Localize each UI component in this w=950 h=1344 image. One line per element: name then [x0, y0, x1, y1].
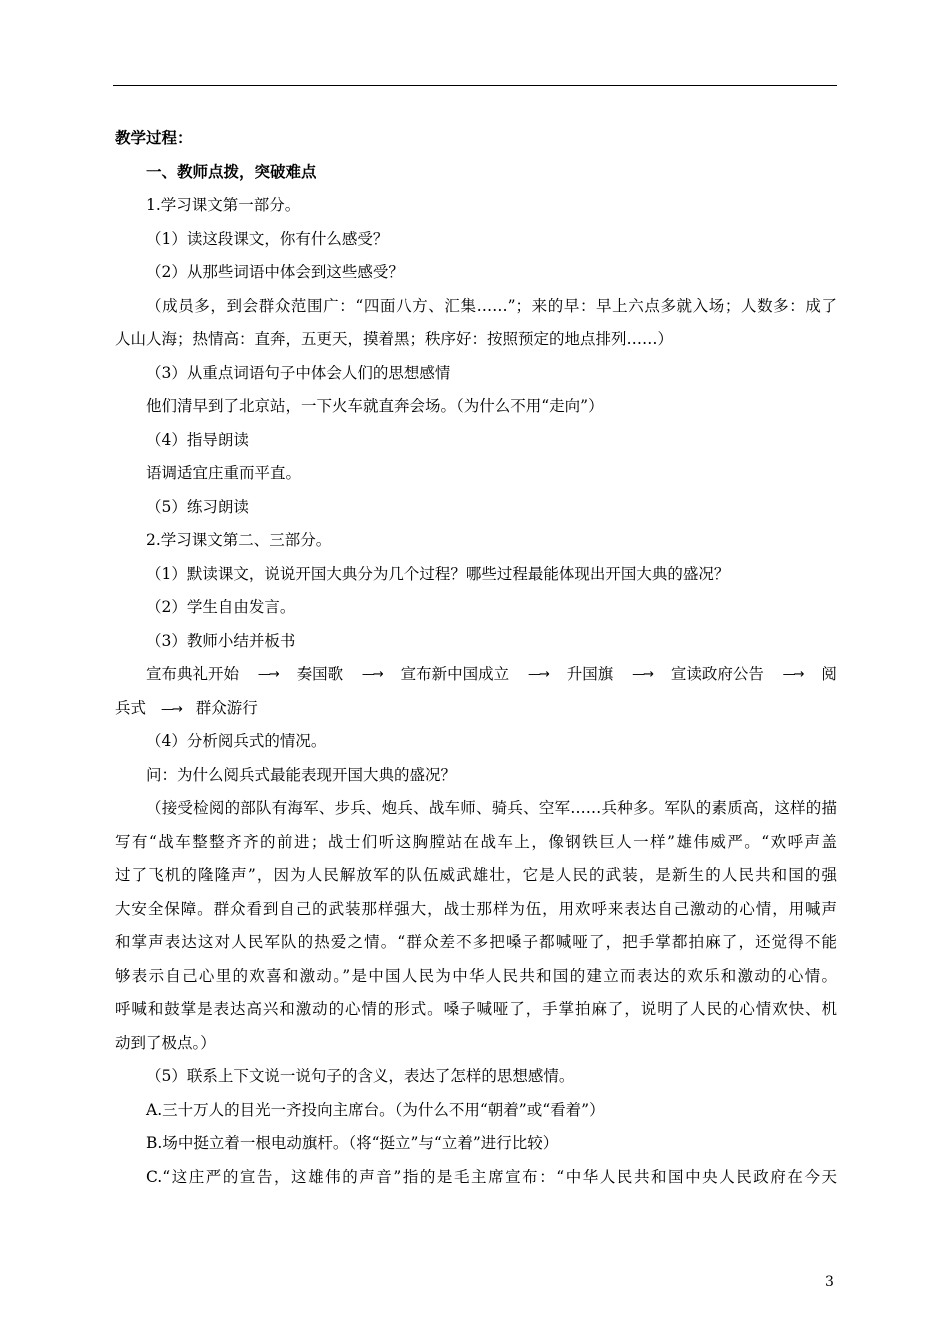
part1-q4-text: 语调适宜庄重而平直。 [146, 464, 302, 482]
arrow-right-icon: —→ [257, 667, 278, 682]
analysis-line: 呼喊和鼓掌是表达高兴和激动的心情的形式。嗓子喊哑了，手掌拍麻了，说明了人民的心情欢快、机 [115, 1000, 837, 1018]
item-b: B.场中挺立着一根电动旗杆。（将“挺立”与“立着”进行比较） [146, 1134, 559, 1152]
analysis-line: 动到了极点。） [115, 1033, 216, 1052]
flow-step: 阅 [821, 665, 837, 683]
item-a: A.三十万人的目光一齐投向主席台。（为什么不用“朝着”或“看着”） [146, 1100, 605, 1119]
part2-q4-question: 问：为什么阅兵式最能表现开国大典的盛况？ [146, 765, 457, 784]
flow-step: 宣读政府公告 [670, 665, 764, 683]
analysis-line: 和掌声表达这对人民军队的热爱之情。“群众差不多把嗓子都喊哑了，把手掌都拍麻了，还觉得不能 [115, 933, 837, 951]
arrow-right-icon: —→ [528, 667, 548, 682]
board-flow-line-2 [115, 692, 837, 726]
flow-step: 宣布新中国成立 [400, 665, 510, 683]
part2-q4: （4）分析阅兵式的情况。 [146, 732, 327, 750]
flow-step: 宣布典礼开始 [146, 665, 240, 683]
analysis-line: 够表示自己心里的欢喜和激动。”是中国人民为中华人民共和国的建立而表达的欢乐和激动的心情。 [115, 966, 837, 985]
part2-q1: （1）默读课文，说说开国大典分为几个过程？哪些过程最能体现出开国大典的盛况？ [146, 564, 730, 583]
analysis-line: 大安全保障。群众看到自己的武装那样强大，战士那样为伍，用欢呼来表达自己激动的心情，用喊声 [115, 899, 837, 918]
document-body [115, 122, 837, 1194]
flow-step: 奏国歌 [296, 665, 344, 683]
part1-q3: （3）从重点词语句子中体会人们的思想感情 [146, 363, 451, 382]
page-number: 3 [825, 1274, 834, 1290]
part1-q1: （1）读这段课文，你有什么感受？ [146, 229, 389, 248]
part2-q3: （3）教师小结并板书 [146, 631, 296, 650]
part1-answer-line-2: 人山人海；热情高：直奔，五更天，摸着黑；秩序好：按照预定的地点排列……） [115, 330, 674, 348]
flow-step: 群众游行 [195, 698, 258, 717]
arrow-right-icon: —→ [160, 701, 181, 717]
item-c: C.“这庄严的宣告，这雄伟的声音”指的是毛主席宣布：“中华人民共和国中央人民政府在今天 [146, 1167, 837, 1186]
analysis-line: （接受检阅的部队有海军、步兵、炮兵、战车师、骑兵、空军……兵种多。军队的素质高，这样的描 [146, 799, 837, 817]
header-rule [113, 85, 837, 86]
analysis-line: 写有“战车整整齐齐的前进；战士们听这胸膛站在战车上，像钢铁巨人一样”雄伟威严。“欢呼声盖 [115, 832, 837, 851]
section-title: 一、教师点拨，突破难点 [146, 162, 317, 181]
arrow-right-icon: —→ [361, 667, 382, 682]
part1-answer-line-1: （成员多，到会群众范围广：“四面八方、汇集……”；来的早：早上六点多就入场；人数多：成了 [146, 296, 837, 315]
arrow-right-icon: —→ [632, 667, 652, 682]
part1-q5: （5）练习朗读 [146, 497, 249, 516]
board-flow-line-1 [115, 658, 837, 692]
part1-q3-text: 他们清早到了北京站，一下火车就直奔会场。（为什么不用“走向”） [146, 397, 604, 415]
part1-q2: （2）从那些词语中体会到这些感受？ [146, 263, 404, 281]
arrow-right-icon: —→ [782, 667, 803, 682]
analysis-line: 过了飞机的隆隆声”，因为人民解放军的队伍威武雄壮，它是人民的武装，是新生的人民共和国的强 [115, 866, 837, 884]
part2-q2: （2）学生自由发言。 [146, 598, 296, 616]
part2-title: 2.学习课文第二、三部分。 [146, 531, 332, 549]
part2-q5: （5）联系上下文说一说句子的含义，表达了怎样的思想感情。 [146, 1067, 575, 1085]
heading: 教学过程： [115, 129, 193, 147]
part1-title: 1.学习课文第一部分。 [146, 196, 301, 214]
part1-q4: （4）指导朗读 [146, 430, 249, 449]
flow-step: 兵式 [115, 698, 147, 717]
flow-step: 升国旗 [566, 665, 614, 683]
